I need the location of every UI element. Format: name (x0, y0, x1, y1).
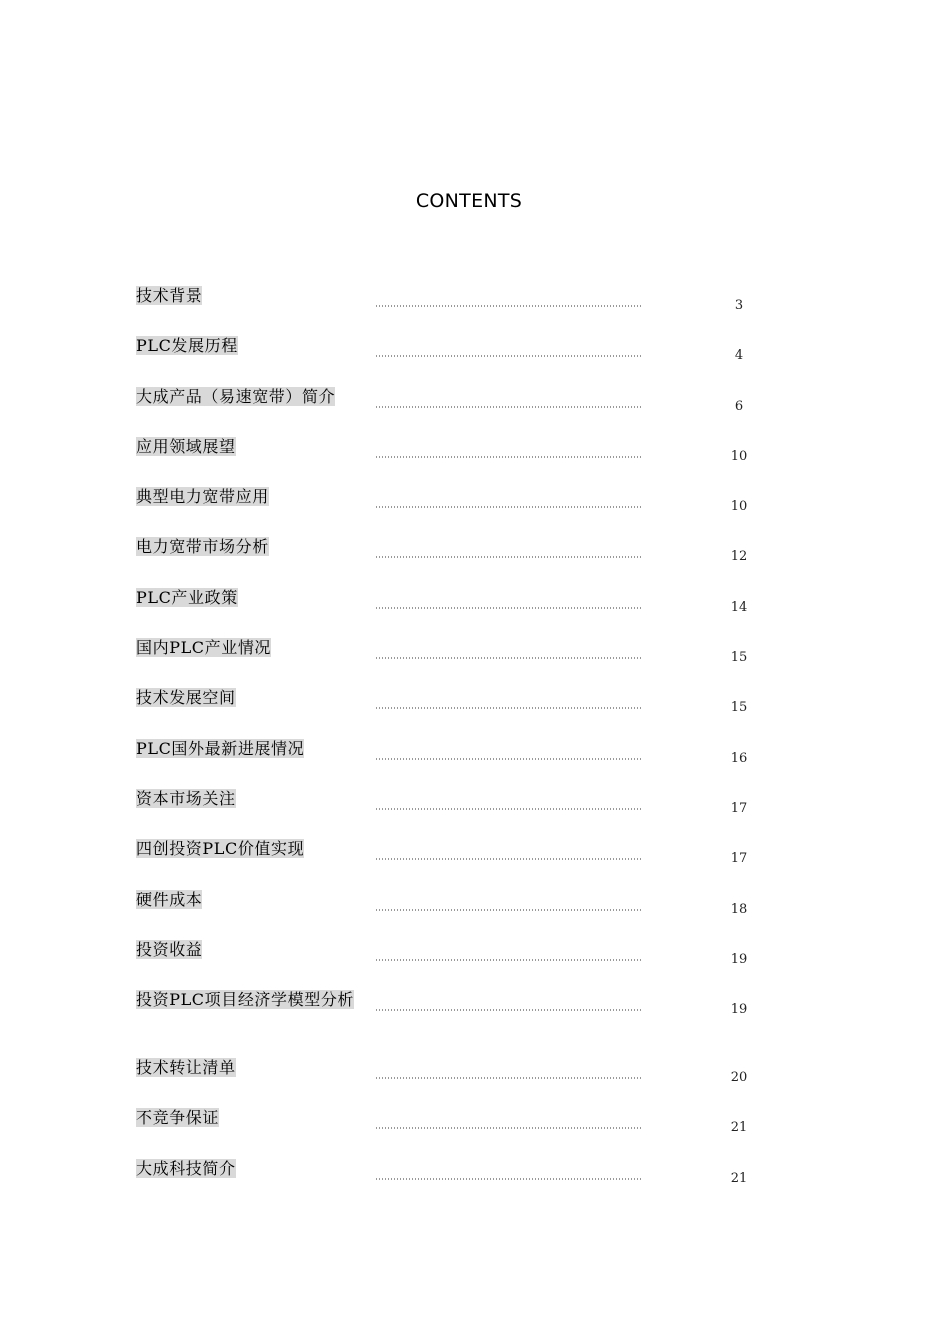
toc-page-number: 16 (730, 750, 748, 766)
toc-page-number: 17 (730, 800, 748, 816)
toc-page-number: 4 (734, 348, 744, 364)
toc-entry-title: 应用领域展望 (136, 436, 236, 456)
toc-entry-title: 技术发展空间 (136, 688, 236, 708)
toc-entry-title: 投资PLC项目经济学模型分析 (136, 990, 355, 1010)
toc-entry-title: PLC产业政策 (136, 587, 238, 607)
dot-leader (375, 305, 643, 307)
toc-page-number: 19 (730, 951, 748, 967)
toc-page-number: 12 (730, 549, 748, 565)
dot-leader (375, 607, 643, 609)
toc-entry[interactable] (136, 986, 776, 1054)
toc-entry-title: 资本市场关注 (136, 788, 236, 808)
dot-leader (375, 858, 643, 860)
toc-page-number: 21 (730, 1120, 748, 1136)
toc-entry[interactable] (136, 1155, 776, 1205)
toc-entry[interactable] (136, 785, 776, 835)
dot-leader (375, 456, 643, 458)
toc-entry[interactable] (136, 483, 776, 533)
toc-entry[interactable] (136, 533, 776, 583)
toc-entry[interactable] (136, 1054, 776, 1104)
table-of-contents (136, 282, 776, 1205)
toc-page-number: 15 (730, 650, 748, 666)
toc-entry[interactable] (136, 433, 776, 483)
toc-entry[interactable] (136, 684, 776, 734)
dot-leader (375, 1127, 643, 1129)
toc-page-number: 10 (730, 499, 748, 515)
toc-entry-title: 技术背景 (136, 286, 203, 305)
toc-entry-title: 大成科技简介 (136, 1158, 236, 1178)
dot-leader (375, 556, 643, 558)
toc-entry[interactable] (136, 282, 776, 332)
toc-entry-title: 电力宽带市场分析 (136, 537, 269, 557)
toc-page-number: 17 (730, 851, 748, 867)
toc-entry[interactable] (136, 735, 776, 785)
dot-leader (375, 506, 643, 508)
dot-leader (375, 1178, 643, 1180)
toc-entry[interactable] (136, 1104, 776, 1154)
dot-leader (375, 657, 643, 659)
dot-leader (375, 406, 643, 408)
toc-entry[interactable] (136, 835, 776, 885)
toc-entry-title: 典型电力宽带应用 (136, 487, 269, 507)
toc-entry-title: 硬件成本 (136, 889, 203, 909)
toc-entry-title: 四创投资PLC价值实现 (136, 839, 305, 859)
toc-page-number: 6 (734, 398, 744, 414)
toc-entry-title: PLC国外最新进展情况 (136, 738, 305, 758)
dot-leader (375, 909, 643, 911)
dot-leader (375, 707, 643, 709)
page-title: CONTENTS (415, 190, 523, 212)
toc-entry[interactable] (136, 886, 776, 936)
toc-entry-title: 投资收益 (136, 939, 203, 959)
toc-entry[interactable] (136, 332, 776, 382)
dot-leader (375, 1009, 643, 1011)
toc-entry[interactable] (136, 936, 776, 986)
dot-leader (375, 1077, 643, 1079)
toc-page-number: 15 (730, 700, 748, 716)
dot-leader (375, 758, 643, 760)
toc-page-number: 20 (730, 1070, 748, 1086)
toc-entry[interactable] (136, 383, 776, 433)
dot-leader (375, 355, 643, 357)
toc-page-number: 21 (730, 1170, 748, 1186)
toc-entry-title: 大成产品（易速宽带）简介 (136, 386, 336, 406)
toc-entry-title: 不竞争保证 (136, 1108, 220, 1128)
dot-leader (375, 959, 643, 961)
toc-page-number: 14 (730, 599, 748, 615)
toc-entry-title: PLC发展历程 (136, 336, 238, 356)
toc-entry[interactable] (136, 634, 776, 684)
toc-page-number: 19 (730, 1002, 748, 1018)
toc-page-number: 10 (730, 448, 748, 464)
dot-leader (375, 808, 643, 810)
toc-entry-title: 技术转让清单 (136, 1058, 236, 1078)
toc-entry[interactable] (136, 584, 776, 634)
toc-entry-title: 国内PLC产业情况 (136, 638, 272, 658)
toc-page-number: 18 (730, 901, 748, 917)
toc-page-number: 3 (734, 298, 744, 313)
